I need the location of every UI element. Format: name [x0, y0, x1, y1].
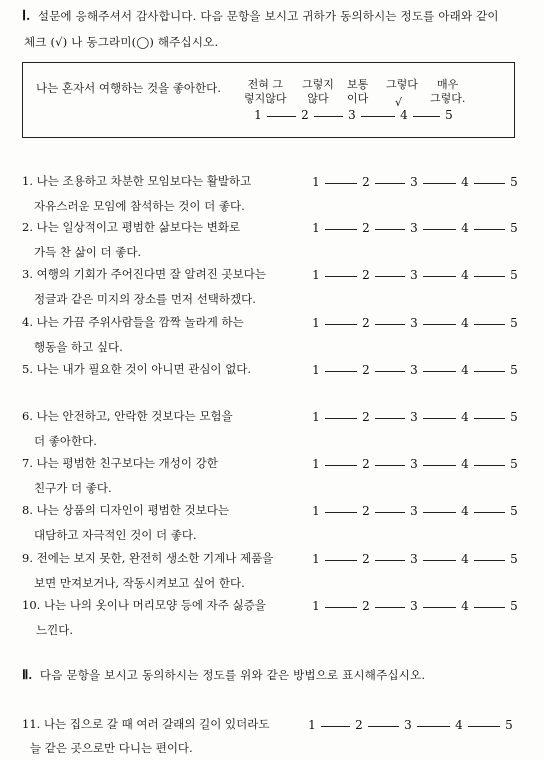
question-11-scale-dash-2	[368, 726, 399, 727]
question-9-scale-option-3[interactable]: 3	[410, 552, 418, 566]
question-1-text-line2: 자유스러운 모임에 참석하는 것이 더 좋다.	[34, 199, 245, 213]
question-5-scale-dash-4	[474, 371, 505, 372]
question-11-scale-dash-1	[321, 726, 350, 727]
question-4-scale-option-4[interactable]: 4	[461, 316, 469, 330]
question-7-text-line1: 7. 나는 평범한 친구보다는 개성이 강한	[22, 456, 218, 470]
question-7-scale-option-1[interactable]: 1	[312, 457, 320, 471]
question-5-scale-dash-3	[423, 371, 456, 372]
question-3-scale-option-2[interactable]: 2	[362, 268, 370, 282]
question-4-scale-dash-1	[325, 324, 357, 325]
question-6-scale-option-4[interactable]: 4	[461, 410, 469, 424]
question-4-scale-dash-4	[474, 324, 505, 325]
question-11-scale-option-2[interactable]: 2	[355, 718, 363, 732]
question-5-scale-option-2[interactable]: 2	[362, 363, 370, 377]
question-10-text-line1: 10. 나는 나의 옷이나 머리모양 등에 자주 싫증을	[22, 598, 266, 612]
question-6-scale-dash-1	[325, 418, 357, 419]
question-8-scale-option-3[interactable]: 3	[410, 504, 418, 518]
section-2-numeral: Ⅱ.	[22, 667, 33, 682]
question-4-scale-option-2[interactable]: 2	[362, 316, 370, 330]
question-11-scale-option-3[interactable]: 3	[404, 718, 412, 732]
question-11-text-line1: 11. 나는 집으로 갈 때 여러 갈래의 길이 있더라도	[22, 717, 270, 731]
question-10-scale-dash-1	[325, 607, 357, 608]
example-statement: 나는 혼자서 여행하는 것을 좋아한다.	[36, 81, 221, 95]
question-4-scale-option-3[interactable]: 3	[410, 316, 418, 330]
question-11-scale-option-4[interactable]: 4	[455, 718, 463, 732]
question-7-scale-option-4[interactable]: 4	[461, 457, 469, 471]
question-3-scale-dash-3	[423, 276, 456, 277]
question-1-scale-dash-2	[375, 183, 405, 184]
question-10-text-line2: 느낀다.	[36, 623, 73, 637]
question-2-scale-option-2[interactable]: 2	[362, 221, 370, 235]
question-6-scale-option-1[interactable]: 1	[312, 410, 320, 424]
question-1-scale-option-2[interactable]: 2	[362, 175, 370, 189]
example-scale-option-2: 2	[301, 108, 309, 122]
question-8-scale-dash-3	[423, 512, 456, 513]
question-8-scale-option-2[interactable]: 2	[362, 504, 370, 518]
question-11-scale-dash-3	[417, 726, 450, 727]
question-3-scale-option-3[interactable]: 3	[410, 268, 418, 282]
question-1-scale-option-5[interactable]: 5	[510, 175, 518, 189]
question-4-scale-option-5[interactable]: 5	[510, 316, 518, 330]
question-4-scale-option-1[interactable]: 1	[312, 316, 320, 330]
question-1-scale-option-1[interactable]: 1	[312, 175, 320, 189]
question-4-text-line1: 4. 나는 가끔 주위사람들을 깜짝 놀라게 하는	[22, 315, 244, 329]
question-6-text-line1: 6. 나는 안전하고, 안락한 것보다는 모험을	[22, 409, 233, 423]
question-1-scale-dash-3	[423, 183, 456, 184]
question-7-scale-dash-2	[375, 465, 405, 466]
example-label-3: 보통 이다	[347, 78, 369, 105]
question-1-text-line1: 1. 나는 조용하고 차분한 모임보다는 활발하고	[22, 174, 252, 188]
question-6-scale-dash-2	[375, 418, 405, 419]
question-5-scale-dash-2	[375, 371, 405, 372]
question-3-scale-dash-4	[474, 276, 505, 277]
question-7-scale-dash-4	[474, 465, 505, 466]
question-10-scale-option-5[interactable]: 5	[510, 599, 518, 613]
question-2-scale-dash-3	[423, 229, 456, 230]
question-5-text-line1: 5. 나는 내가 필요한 것이 아니면 관심이 없다.	[22, 362, 252, 376]
question-5-scale-option-5[interactable]: 5	[510, 363, 518, 377]
section-2-instruction: 다음 문항을 보시고 동의하시는 정도를 위와 같은 방법으로 표시해주십시오.	[39, 668, 426, 682]
question-1-scale-dash-1	[325, 183, 357, 184]
example-scale-dash-4	[413, 116, 440, 117]
example-scale-option-4: 4	[400, 108, 408, 122]
question-9-scale-option-5[interactable]: 5	[510, 552, 518, 566]
question-8-scale-dash-1	[325, 512, 357, 513]
example-scale-dash-3	[361, 116, 395, 117]
question-9-scale-option-2[interactable]: 2	[362, 552, 370, 566]
example-scale-dash-1	[267, 116, 296, 117]
question-2-scale-dash-1	[325, 229, 357, 230]
question-3-text-line1: 3. 여행의 기회가 주어진다면 잘 알려진 곳보다는	[22, 267, 266, 281]
question-7-scale-option-3[interactable]: 3	[410, 457, 418, 471]
question-9-scale-dash-4	[474, 560, 505, 561]
question-9-scale-option-4[interactable]: 4	[461, 552, 469, 566]
question-1-scale-option-3[interactable]: 3	[410, 175, 418, 189]
question-1-scale-option-4[interactable]: 4	[461, 175, 469, 189]
question-8-scale-option-5[interactable]: 5	[510, 504, 518, 518]
question-11-scale-option-1[interactable]: 1	[308, 718, 316, 732]
question-10-scale-dash-3	[423, 607, 456, 608]
question-4-scale-dash-2	[375, 324, 405, 325]
question-7-text-line2: 친구가 더 좋다.	[34, 481, 112, 495]
question-2-scale-dash-2	[375, 229, 405, 230]
question-7-scale-option-2[interactable]: 2	[362, 457, 370, 471]
section-2-heading	[22, 667, 425, 683]
question-4-scale-dash-3	[423, 324, 456, 325]
question-9-scale-option-1[interactable]: 1	[312, 552, 320, 566]
section-1-numeral: Ⅰ.	[22, 9, 31, 24]
question-7-scale-dash-3	[423, 465, 456, 466]
example-label-5: 매우 그렇다.	[430, 78, 466, 105]
question-6-scale-option-3[interactable]: 3	[410, 410, 418, 424]
question-5-scale-option-4[interactable]: 4	[461, 363, 469, 377]
question-11-scale-option-5[interactable]: 5	[505, 718, 513, 732]
question-5-scale-option-1[interactable]: 1	[312, 363, 320, 377]
example-scale-dash-2	[314, 116, 343, 117]
question-9-scale-dash-2	[375, 560, 405, 561]
example-label-4: 그렇다	[386, 78, 418, 91]
question-8-scale-dash-2	[375, 512, 405, 513]
section-1-heading	[22, 8, 499, 25]
question-9-text-line1: 9. 전에는 보지 못한, 완전히 생소한 기계나 제품을	[22, 551, 274, 565]
question-3-text-line2: 정글과 같은 미지의 장소를 먼저 선택하겠다.	[34, 292, 256, 306]
question-2-text-line1: 2. 나는 일상적이고 평범한 삶보다는 변화로	[22, 220, 241, 234]
question-2-scale-option-1[interactable]: 1	[312, 221, 320, 235]
section-1-instruction-line1: 설문에 응해주셔서 감사합니다. 다음 문항을 보시고 귀하가 동의하시는 정도를 아래와 같이	[37, 9, 499, 23]
question-5-scale-option-3[interactable]: 3	[410, 363, 418, 377]
question-9-scale-dash-1	[325, 560, 357, 561]
question-6-text-line2: 더 좋아한다.	[34, 434, 97, 448]
question-6-scale-option-5[interactable]: 5	[510, 410, 518, 424]
example-scale-option-1: 1	[254, 108, 262, 122]
question-3-scale-option-5[interactable]: 5	[510, 268, 518, 282]
question-8-scale-dash-4	[474, 512, 505, 513]
question-10-scale-option-1[interactable]: 1	[312, 599, 320, 613]
section-1-instruction-line2: 체크 (√) 나 동그라미(◯) 해주십시오.	[24, 35, 219, 49]
question-7-scale-option-5[interactable]: 5	[510, 457, 518, 471]
question-10-scale-dash-4	[474, 607, 505, 608]
question-2-scale-option-4[interactable]: 4	[461, 221, 469, 235]
example-label-2: 그렇지 않다	[302, 78, 334, 105]
example-scale-option-5: 5	[445, 108, 453, 122]
question-3-scale-option-4[interactable]: 4	[461, 268, 469, 282]
question-8-scale-option-1[interactable]: 1	[312, 504, 320, 518]
question-3-scale-dash-2	[375, 276, 405, 277]
question-10-scale-option-4[interactable]: 4	[461, 599, 469, 613]
question-2-scale-dash-4	[474, 229, 505, 230]
example-label-1: 전혀 그 렇지않다	[244, 78, 287, 105]
question-10-scale-option-3[interactable]: 3	[410, 599, 418, 613]
question-8-scale-option-4[interactable]: 4	[461, 504, 469, 518]
question-1-scale-dash-4	[474, 183, 505, 184]
question-2-scale-option-3[interactable]: 3	[410, 221, 418, 235]
check-mark-icon: √	[395, 96, 403, 109]
question-6-scale-option-2[interactable]: 2	[362, 410, 370, 424]
question-3-scale-option-1[interactable]: 1	[312, 268, 320, 282]
question-10-scale-option-2[interactable]: 2	[362, 599, 370, 613]
question-11-text-line2: 늘 같은 곳으로만 다니는 편이다.	[30, 741, 193, 755]
question-3-scale-dash-1	[325, 276, 357, 277]
question-9-text-line2: 보면 만져보거나, 작동시켜보고 싶어 한다.	[34, 576, 245, 590]
question-10-scale-dash-2	[375, 607, 405, 608]
question-4-text-line2: 행동을 하고 싶다.	[34, 340, 123, 354]
question-6-scale-dash-3	[423, 418, 456, 419]
question-8-text-line1: 8. 나는 상품의 디자인이 평범한 것보다는	[22, 503, 229, 517]
question-8-text-line2: 대담하고 자극적인 것이 더 좋다.	[34, 528, 197, 542]
question-5-scale-dash-1	[325, 371, 357, 372]
question-9-scale-dash-3	[423, 560, 456, 561]
question-11-scale-dash-4	[468, 726, 500, 727]
question-2-scale-option-5[interactable]: 5	[510, 221, 518, 235]
question-2-text-line2: 가득 찬 삶이 더 좋다.	[34, 245, 142, 259]
question-7-scale-dash-1	[325, 465, 357, 466]
question-6-scale-dash-4	[474, 418, 505, 419]
example-scale-option-3: 3	[348, 108, 356, 122]
